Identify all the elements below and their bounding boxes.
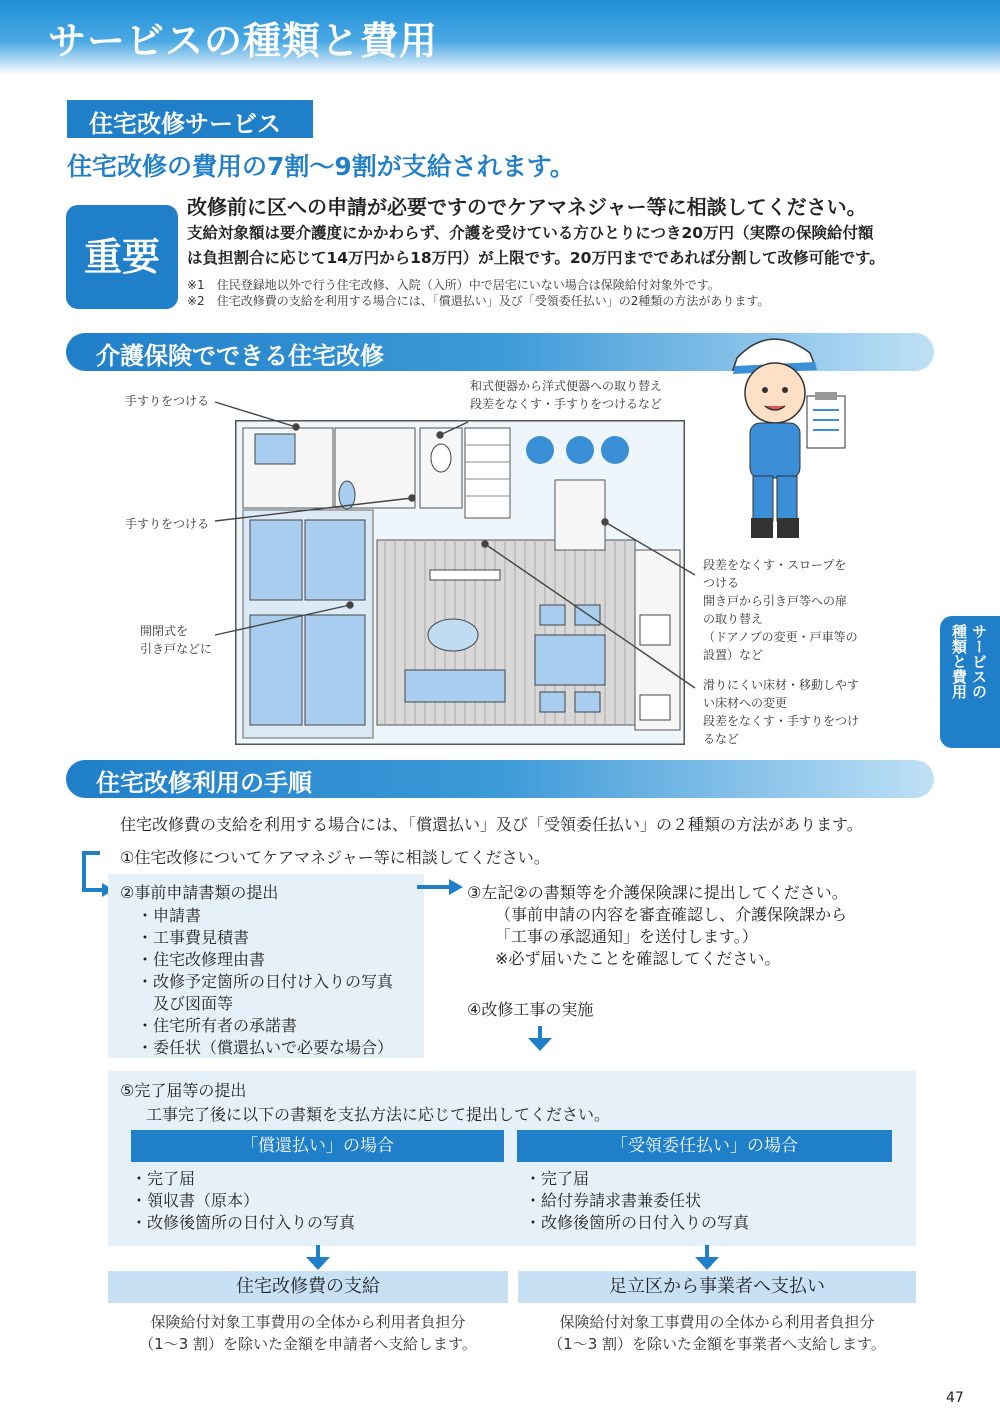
step-1: ①住宅改修についてケアマネジャー等に相談してください。 xyxy=(120,848,550,867)
list-item: ・領収書（原本） xyxy=(131,1191,260,1210)
label-slope-line5: （ドアノブの変更・戸車等の xyxy=(703,630,858,644)
list-item: ・改修後箇所の日付入りの写真 xyxy=(525,1213,750,1232)
service-headline: 住宅改修の費用の7割～9割が支給されます。 xyxy=(67,152,575,181)
result-delegated-payment-desc xyxy=(518,1311,916,1355)
step-3-detail xyxy=(495,904,847,970)
important-line1: 改修前に区への申請が必要ですのでケアマネジャー等に相談してください。 xyxy=(187,195,867,219)
delegated-payment-header: 「受領委任払い」の場合 xyxy=(517,1130,892,1162)
important-line2: 支給対象額は要介護度にかかわらず、介護を受けている方ひとりにつき20万円（実際の保険給付額 xyxy=(187,224,874,242)
list-item: ・住宅所有者の承諾書 xyxy=(137,1016,298,1035)
delegated-payment-list xyxy=(525,1168,749,1234)
section-bar-procedure xyxy=(66,760,934,798)
step-3-detail-line: 「工事の承認通知」を送付します。） xyxy=(495,927,758,946)
label-slope-line3: 開き戸から引き戸等への扉 xyxy=(703,594,848,608)
side-index-tab[interactable] xyxy=(940,616,1000,748)
label-door xyxy=(140,622,212,658)
step-4: ④改修工事の実施 xyxy=(467,1000,594,1019)
important-line3: は負担割合に応じて14万円から18万円）が上限です。20万円までであれば分割して改修可能です。 xyxy=(187,249,885,267)
side-tab-line2: 種類と費用 xyxy=(950,624,968,699)
list-item: ・完了届 xyxy=(525,1169,590,1188)
service-label: 住宅改修サービス xyxy=(67,100,313,138)
procedure-intro: 住宅改修費の支給を利用する場合には、「償還払い」及び「受領委任払い」の２種類の方法があります。 xyxy=(120,815,863,834)
worker-illustration xyxy=(715,318,855,543)
label-slope-line1: 段差をなくす・スロープを xyxy=(703,558,847,572)
arrow-down-icon xyxy=(304,1245,332,1271)
step-2-list xyxy=(137,905,393,1059)
desc-line: （1～3 割）を除いた金額を申請者へ支給します。 xyxy=(139,1335,477,1353)
page-number: 47 xyxy=(946,1390,964,1406)
important-badge: 重要 xyxy=(66,205,178,309)
label-floor xyxy=(703,676,859,748)
step-5-detail: 工事完了後に以下の書類を支払方法に応じて提出してください。 xyxy=(146,1105,611,1124)
important-body xyxy=(187,221,947,271)
list-item: ・委任状（償還払いで必要な場合） xyxy=(137,1038,394,1057)
arrow-down-icon xyxy=(693,1245,721,1271)
section-title: 介護保険でできる住宅改修 xyxy=(96,342,384,370)
result-reimbursement: 住宅改修費の支給 xyxy=(108,1271,508,1303)
label-floor-line3: 段差をなくす・手すりをつけ xyxy=(703,714,860,728)
list-item: 及び図面等 xyxy=(137,994,234,1013)
result-delegated-payment: 足立区から事業者へ支払い xyxy=(518,1271,916,1303)
list-item: ・住宅改修理由書 xyxy=(137,950,266,969)
step-3-detail-line: （事前申請の内容を審査確認し、介護保険課から xyxy=(495,905,848,924)
label-slope-line2: つける xyxy=(703,576,740,590)
arrow-down-icon xyxy=(526,1026,554,1052)
step-5: ⑤完了届等の提出 xyxy=(120,1081,247,1100)
note-2: ※2 住宅改修費の支給を利用する場合には、「償還払い」及び「受領委任払い」の2種類の方法があります。 xyxy=(187,294,770,308)
label-leader-lines xyxy=(0,380,720,740)
list-item: ・改修後箇所の日付入りの写真 xyxy=(131,1213,356,1232)
desc-line: （1～3 割）を除いた金額を事業者へ支給します。 xyxy=(548,1335,886,1353)
label-toilet xyxy=(470,377,662,413)
label-floor-line1: 滑りにくい床材・移動しやす xyxy=(703,678,860,692)
label-door-line1: 開閉式を xyxy=(140,624,189,638)
label-toilet-line1: 和式便器から洋式便器への取り替え xyxy=(470,379,663,393)
list-item: ・給付券請求書兼委任状 xyxy=(525,1191,702,1210)
reimbursement-list xyxy=(131,1168,355,1234)
arrow-right-icon xyxy=(415,877,465,897)
note-1: ※1 住民登録地以外で行う住宅改修、入院（入所）中で居宅にいない場合は保険給付対象外です。 xyxy=(187,278,720,292)
label-slope xyxy=(703,556,858,664)
label-toilet-line2: 段差をなくす・手すりをつけるなど xyxy=(470,397,663,411)
list-item: ・完了届 xyxy=(131,1169,196,1188)
label-handrail-hall: 手すりをつける xyxy=(125,517,210,531)
label-slope-line6: 設置）など xyxy=(703,648,764,662)
reimbursement-header: 「償還払い」の場合 xyxy=(131,1130,504,1162)
section-title: 住宅改修利用の手順 xyxy=(96,769,312,797)
side-tab-line1: サービスの xyxy=(970,624,988,699)
result-reimbursement-desc xyxy=(108,1311,508,1355)
label-floor-line2: い床材への変更 xyxy=(703,696,788,710)
label-slope-line4: の取り替え xyxy=(703,612,764,626)
step-2: ②事前申請書類の提出 xyxy=(120,883,279,902)
list-item: ・申請書 xyxy=(137,906,202,925)
label-door-line2: 引き戸などに xyxy=(140,642,213,656)
label-handrail-bath: 手すりをつける xyxy=(125,394,210,408)
page-title: サービスの種類と費用 xyxy=(48,19,439,63)
list-item: ・改修予定箇所の日付け入りの写真 xyxy=(137,972,394,991)
desc-line: 保険給付対象工事費用の全体から利用者負担分 xyxy=(150,1313,466,1331)
step-3-detail-line: ※必ず届いたことを確認してください。 xyxy=(495,949,781,968)
label-floor-line4: るなど xyxy=(703,732,740,746)
desc-line: 保険給付対象工事費用の全体から利用者負担分 xyxy=(559,1313,875,1331)
step-3: ③左記②の書類等を介護保険課に提出してください。 xyxy=(467,883,848,902)
list-item: ・工事費見積書 xyxy=(137,928,250,947)
